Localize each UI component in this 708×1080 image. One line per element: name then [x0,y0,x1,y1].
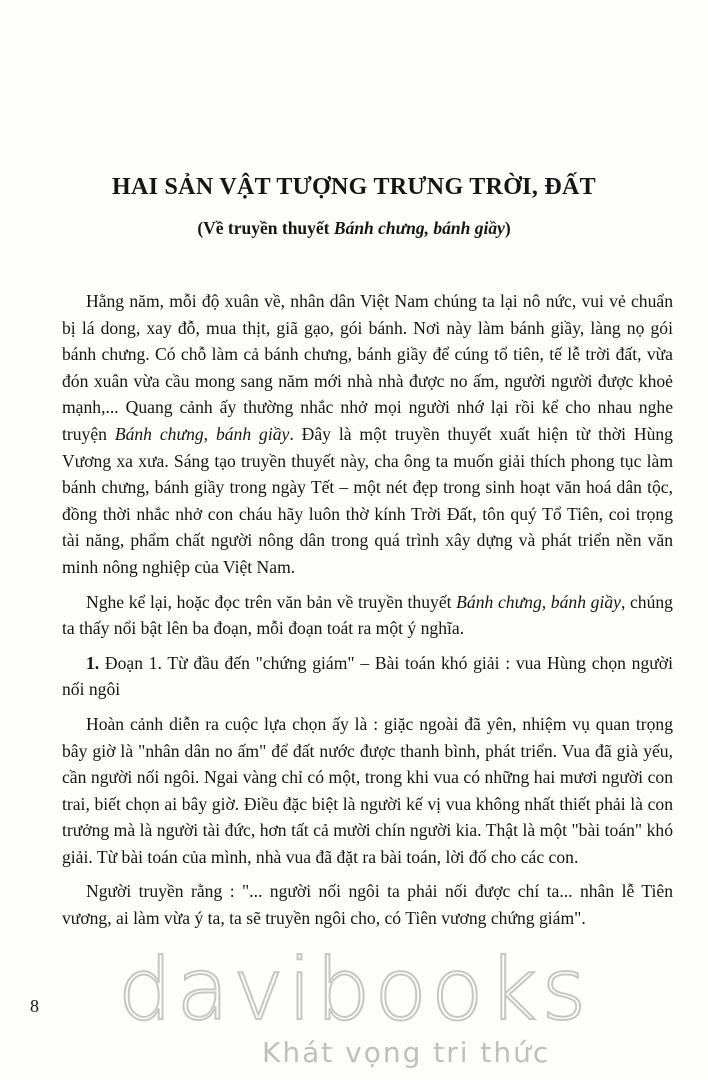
section-number: 1. [86,652,100,673]
page-number: 8 [30,996,39,1016]
section-heading-1 [62,650,673,703]
subtitle-suffix: ) [504,218,511,238]
body-text [62,288,673,940]
paragraph-4: Hoàn cảnh diễn ra cuộc lựa chọn ấy là : giặc ngoài đã yên, nhiệm vụ quan trọng bây giờ là "nhân dân no ấm" để đất nước được thanh bình, phát triển. Vua đã già yếu, cần người nối ngôi. Ngai vàng chỉ có một, trong khi vua có những hai mươi người con trai, biết chọn ai bây giờ. Điều đặc biệt là người kế vị vua không nhất thiết phải là con trưởng mà là người tài đức, hơn tất cả mười chín người kia. Thật là một "bài toán" khó giải. Từ bài toán của mình, nhà vua đã đặt ra bài toán, lời đố cho các con. [62,713,673,867]
paragraph-1-text-a: Hằng năm, mỗi độ xuân về, nhân dân Việt Nam chúng ta lại nô nức, vui vẻ chuẩn bị lá dong, xay đỗ, mua thịt, giã gạo, gói bánh. Nơi này làm bánh giầy, làng nọ gói bánh chưng. Có chỗ làm cả bánh chưng, bánh giầy để cúng tổ tiên, tế lễ trời đất, vừa đón xuân vừa cầu mong sang năm mới nhà nhà được no ấm, người người được khoẻ mạnh,... Quang cảnh ấy thường nhắc nhở mọi người nhớ lại rồi kể cho nhau nghe truyện [62,291,673,444]
chapter-subtitle [0,218,708,239]
paragraph-2-italic: Bánh chưng, bánh giầy [456,591,621,612]
chapter-title: HAI SẢN VẬT TƯỢNG TRƯNG TRỜI, ĐẤT [112,174,596,200]
subtitle-italic: Bánh chưng, bánh giầy [333,218,505,238]
paragraph-2-text-a: Nghe kể lại, hoặc đọc trên văn bản về truyền thuyết [86,591,457,612]
section-heading-text: Đoạn 1. Từ đầu đến "chứng giám" – Bài toán khó giải : vua Hùng chọn người nối ngôi [62,652,673,700]
paragraph-1-text-b: . Đây là một truyền thuyết xuất hiện từ thời Hùng Vương xa xưa. Sáng tạo truyền thuyết này, cha ông ta muốn giải thích phong tục làm bánh chưng, bánh giầy trong ngày Tết – một nét đẹp trong sinh hoạt văn hoá dân tộc, đồng thời nhắc nhở con cháu hãy luôn thờ kính Trời Đất, tôn quý Tổ Tiên, coi trọng tài năng, phẩm chất người nông dân trong quá trình xây dựng và phát triển nền văn minh nông nghiệp của Việt Nam. [62,423,673,577]
subtitle-prefix: (Về truyền thuyết [197,218,334,238]
watermark-tagline: Khát vọng tri thức [262,1036,551,1069]
paragraph-2 [62,589,673,642]
paragraph-1-italic: Bánh chưng, bánh giầy [114,423,290,444]
paragraph-1 [62,288,673,581]
paragraph-2-text-b: , chúng ta thấy nổi bật lên ba đoạn, mỗi đoạn toát ra một ý nghĩa. [62,591,673,639]
watermark-logo: davibooks [117,940,591,1040]
paragraph-5: Người truyền rằng : "... người nối ngôi ta phải nối được chí ta... nhân lễ Tiên vương, ai làm vừa ý ta, ta sẽ truyền ngôi cho, có Tiên vương chứng giám". [62,881,673,929]
